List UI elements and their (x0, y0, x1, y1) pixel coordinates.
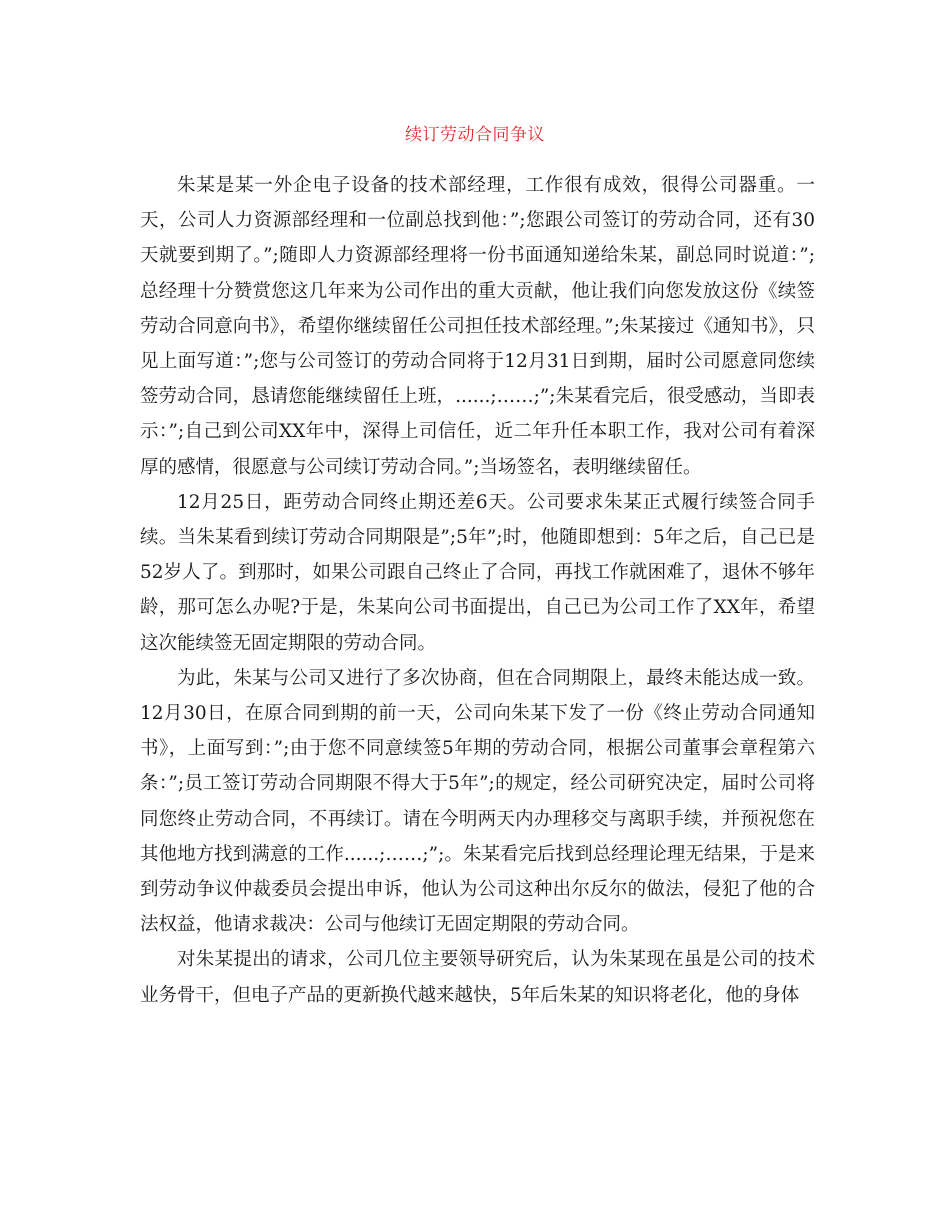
paragraph-1: 朱某是某一外企电子设备的技术部经理，工作很有成效，很得公司器重。一天，公司人力资源部经理和一位副总找到他：”;您跟公司签订的劳动合同，还有30天就要到期了。”;随即人力资源部经理将一份书面通知递给朱某，副总同时说道：”;总经理十分赞赏您这几年来为公司作出的重大贡献，他让我们向您发放这份《续签劳动合同意向书》，希望你继续留任公司担任技术部经理。”;朱某接过《通知书》，只见上面写道：”;您与公司签订的劳动合同将于12月31日到期，届时公司愿意同您续签劳动合同，恳请您能继续留任上班，......;……;”;朱某看完后，很受感动，当即表示：”;自己到公司XX年中，深得上司信任，近二年升任本职工作，我对公司有着深厚的感情，很愿意与公司续订劳动合同。”;当场签名，表明继续留任。 (140, 175, 815, 478)
document-body (140, 168, 815, 1013)
document-title: 续订劳动合同争议 (405, 125, 545, 145)
paragraph-2: 12月25日，距劳动合同终止期还差6天。公司要求朱某正式履行续签合同手续。当朱某看到续订劳动合同期限是”;5年”;时，他随即想到：5年之后，自己已是52岁人了。到那时，如果公司跟自己终止了合同，再找工作就困难了，退休不够年龄，那可怎么办呢?于是，朱某向公司书面提出，自己已为公司工作了XX年，希望这次能续签无固定期限的劳动合同。 (140, 491, 815, 654)
paragraph-4: 对朱某提出的请求，公司几位主要领导研究后，认为朱某现在虽是公司的技术业务骨干，但电子产品的更新换代越来越快，5年后朱某的知识将老化，他的身体 (140, 949, 815, 1006)
paragraph-3: 为此，朱某与公司又进行了多次协商，但在合同期限上，最终未能达成一致。12月30日，在原合同到期的前一天，公司向朱某下发了一份《终止劳动合同通知书》，上面写到：”;由于您不同意续签5年期的劳动合同，根据公司董事会章程第六条：”;员工签订劳动合同期限不得大于5年”;的规定，经公司研究决定，届时公司将同您终止劳动合同，不再续订。请在今明两天内办理移交与离职手续，并预祝您在其他地方找到满意的工作......;……;”;。朱某看完后找到总经理论理无结果，于是来到劳动争议仲裁委员会提出申诉，他认为公司这种出尔反尔的做法，侵犯了他的合法权益，他请求裁决：公司与他续订无固定期限的劳动合同。 (140, 667, 815, 936)
